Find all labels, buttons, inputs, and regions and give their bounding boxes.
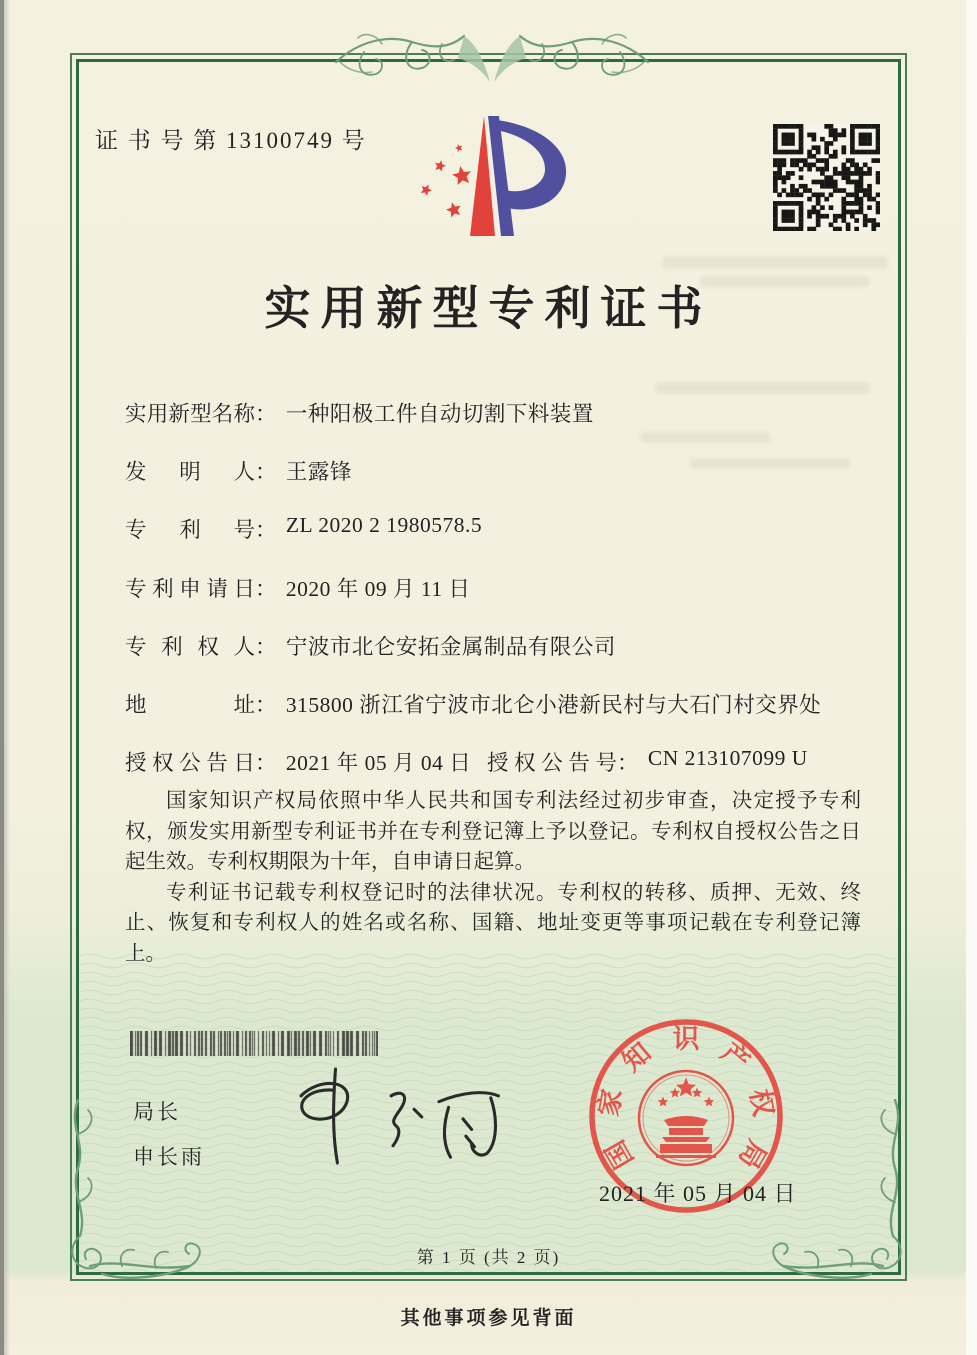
field-row-filing-date xyxy=(125,572,885,602)
scan-edge-left-shade xyxy=(4,0,10,1355)
field-row-grant-date xyxy=(125,746,885,776)
field-value: ZL 2020 2 1980578.5 xyxy=(285,513,483,537)
svg-text:产: 产 xyxy=(715,1037,756,1078)
field-row-patentee xyxy=(125,630,885,660)
svg-text:权: 权 xyxy=(744,1086,779,1119)
commissioner-title: 局长 xyxy=(133,1100,181,1124)
emblem-stars xyxy=(658,1078,714,1107)
field-label: 发明人 xyxy=(125,460,255,484)
field-colon: ： xyxy=(255,693,277,717)
field-row-address xyxy=(125,688,885,718)
qr-code xyxy=(773,124,880,231)
certificate-number: 证 书 号 第 13100749 号 xyxy=(95,128,367,153)
legal-paragraph-2: 专利证书记载专利权登记时的法律状况。专利权的转移、质押、无效、终止、恢复和专利权人的姓名或名称、国籍、地址变更等事项记载在专利登记簿上。 xyxy=(125,881,861,965)
field-colon: ： xyxy=(255,402,277,426)
svg-text:局: 局 xyxy=(732,1135,773,1174)
scan-edge-right xyxy=(966,0,977,1355)
page-title: 实用新型专利证书 xyxy=(264,283,713,334)
seal-date: 2021 年 05 月 04 日 xyxy=(599,1181,797,1206)
field-row-inventor xyxy=(125,455,885,485)
field-colon: ： xyxy=(617,751,639,775)
field-label: 实用新型名称 xyxy=(125,402,255,426)
field-row-patent-no xyxy=(125,513,885,543)
field-value: CN 213107099 U xyxy=(647,746,808,770)
field-value: 315800 浙江省宁波市北仑小港新民村与大石门村交界处 xyxy=(285,693,822,717)
field-value: 2021 年 05 月 04 日 xyxy=(285,751,472,775)
barcode xyxy=(130,1031,378,1056)
field-row-name xyxy=(125,397,885,427)
signature-handwriting xyxy=(278,1060,508,1172)
cnipa-logo xyxy=(402,110,582,242)
field-value: 宁波市北仑安拓金属制品有限公司 xyxy=(285,635,616,659)
svg-text:识: 识 xyxy=(672,1024,700,1055)
field-label: 地址 xyxy=(125,693,255,717)
legal-paragraph-1: 国家知识产权局依照中华人民共和国专利法经过初步审查，决定授予专利权，颁发实用新型专利证书并在专利登记簿上予以登记。专利权自授权公告之日起生效。专利权期限为十年，自申请日起算。 xyxy=(125,790,861,873)
top-ornament-left-dragon xyxy=(334,22,492,94)
svg-text:知: 知 xyxy=(616,1037,657,1078)
field-value: 王露锋 xyxy=(285,460,352,484)
seal-emblem xyxy=(639,1071,733,1165)
footer-note: 其他事项参见背面 xyxy=(400,1308,577,1329)
emblem-gate xyxy=(656,1116,716,1158)
field-colon: ： xyxy=(255,577,277,601)
field-colon: ： xyxy=(255,751,277,775)
svg-text:家: 家 xyxy=(593,1086,628,1119)
field-value: 一种阳极工件自动切割下料装置 xyxy=(285,402,594,426)
field-colon: ： xyxy=(255,635,277,659)
field-colon: ： xyxy=(255,518,277,542)
legal-text-block xyxy=(125,786,861,969)
commissioner-name: 申长雨 xyxy=(133,1145,205,1169)
field-colon: ： xyxy=(255,460,277,484)
field-label: 授权公告号 xyxy=(487,751,617,775)
page-number: 第 1 页 (共 2 页) xyxy=(416,1248,561,1267)
field-value: 2020 年 09 月 11 日 xyxy=(285,577,471,601)
logo-stars xyxy=(419,143,473,218)
field-label: 专利号 xyxy=(125,518,255,542)
top-ornament-right-dragon xyxy=(492,22,650,94)
field-label: 专利权人 xyxy=(125,635,255,659)
svg-text:国: 国 xyxy=(599,1135,640,1174)
field-label: 专利申请日 xyxy=(125,577,255,601)
field-grant-number xyxy=(487,746,808,777)
field-label: 授权公告日 xyxy=(125,751,255,775)
